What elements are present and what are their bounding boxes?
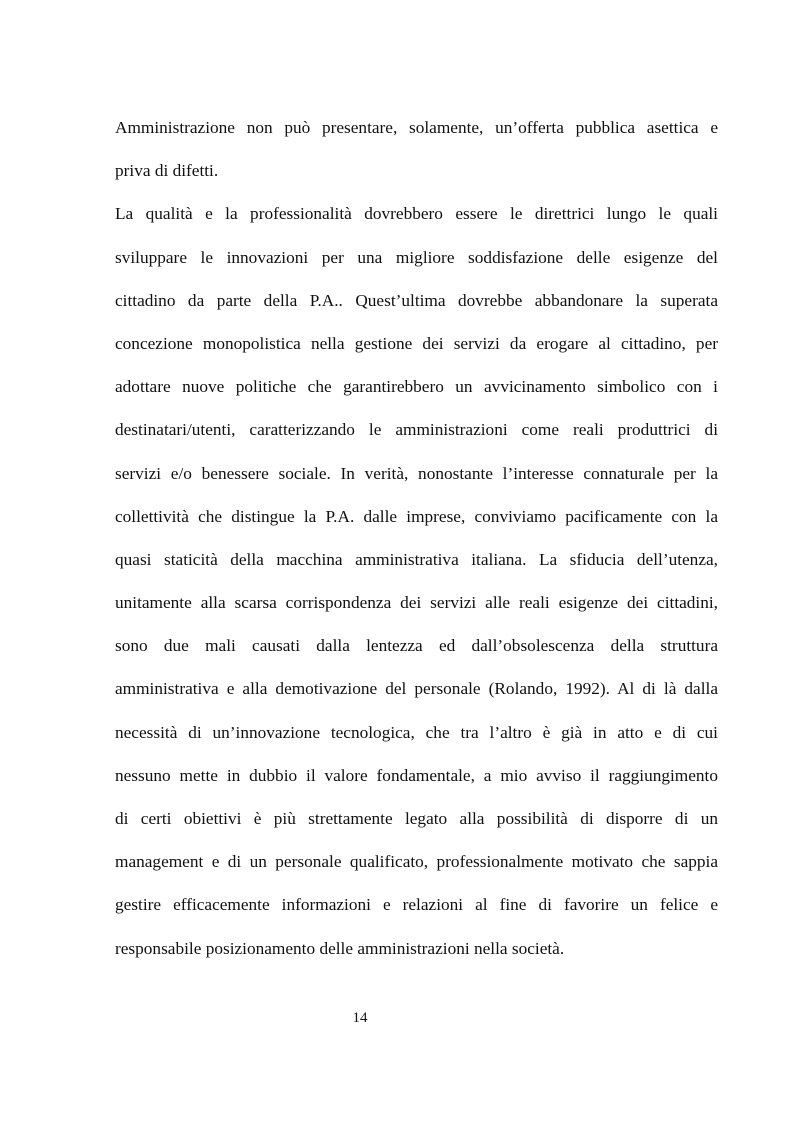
text-line: amministrativa e alla demotivazione del personale (Rolando, 1992). Al di là dalla bbox=[115, 679, 718, 699]
text-line: adottare nuove politiche che garantirebbero un avvicinamento simbolico con i bbox=[115, 377, 718, 397]
text-line: collettività che distingue la P.A. dalle imprese, conviviamo pacificamente con la bbox=[115, 506, 718, 526]
text-line: cittadino da parte della P.A.. Quest’ultima dovrebbe abbandonare la superata bbox=[115, 290, 718, 310]
text-line: unitamente alla scarsa corrispondenza dei servizi alle reali esigenze dei cittadini, bbox=[115, 593, 718, 613]
text-line: sviluppare le innovazioni per una migliore soddisfazione delle esigenze del bbox=[115, 247, 718, 267]
text-line: gestire efficacemente informazioni e relazioni al fine di favorire un felice e bbox=[115, 895, 718, 915]
text-line: destinatari/utenti, caratterizzando le amministrazioni come reali produttrici di bbox=[115, 420, 718, 440]
text-line: Amministrazione non può presentare, solamente, un’offerta pubblica asettica e bbox=[115, 118, 718, 137]
text-line: quasi staticità della macchina amministrativa italiana. La sfiducia dell’utenza, bbox=[115, 549, 718, 569]
text-line: responsabile posizionamento delle amministrazioni nella società. bbox=[115, 938, 565, 958]
text-line: priva di difetti. bbox=[115, 161, 219, 181]
page-number: 14 bbox=[352, 1010, 368, 1026]
text-line: management e di un personale qualificato, professionalmente motivato che sappia bbox=[115, 852, 718, 872]
text-line: concezione monopolistica nella gestione dei servizi da erogare al cittadino, per bbox=[115, 333, 718, 353]
text-line: sono due mali causati dalla lentezza ed dall’obsolescenza della struttura bbox=[115, 636, 718, 656]
text-line: necessità di un’innovazione tecnologica, che tra l’altro è già in atto e di cui bbox=[115, 722, 718, 742]
text-line: La qualità e la professionalità dovrebbero essere le direttrici lungo le quali bbox=[115, 204, 718, 224]
body-text bbox=[115, 112, 718, 976]
text-line: di certi obiettivi è più strettamente legato alla possibilità di disporre di un bbox=[115, 809, 718, 828]
text-line: nessuno mette in dubbio il valore fondamentale, a mio avviso il raggiungimento bbox=[115, 765, 718, 785]
text-line: servizi e/o benessere sociale. In verità, nonostante l’interesse connaturale per la bbox=[115, 463, 718, 483]
